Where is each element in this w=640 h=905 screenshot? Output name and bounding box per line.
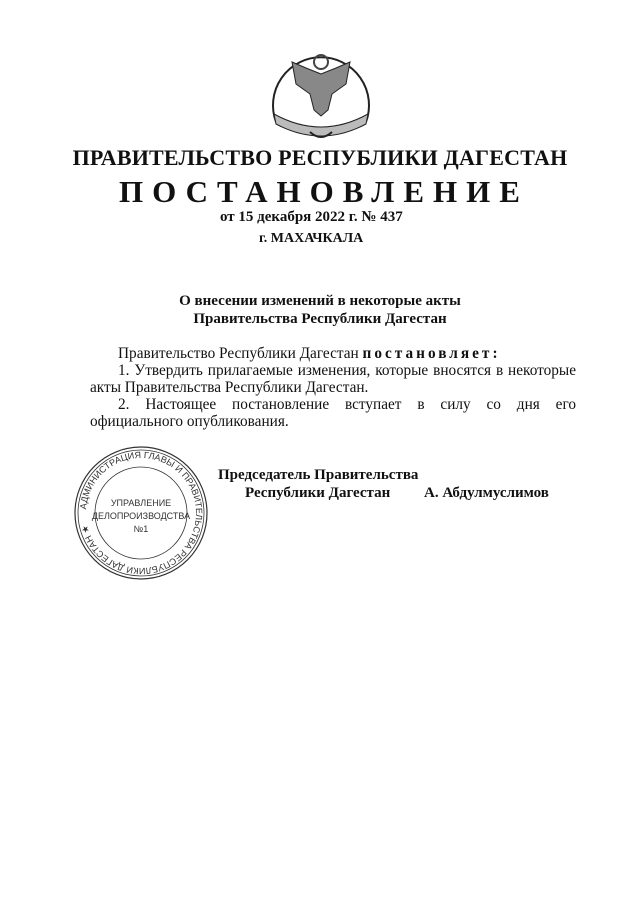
document-body [90, 345, 576, 430]
decree-word: постановляет: [362, 345, 501, 362]
document-type-heading: ПОСТАНОВЛЕНИЕ [119, 174, 529, 209]
intro-text: Правительство Республики Дагестан [118, 345, 363, 362]
coat-of-arms-emblem [262, 44, 380, 144]
stamp-center-text: УПРАВЛЕНИЕ [110, 498, 172, 508]
date-number: от 15 декабря 2022 г. № 437 [220, 209, 403, 225]
stamp-ring-text: АДМИНИСТРАЦИЯ ГЛАВЫ И ПРАВИТЕЛЬСТВА РЕСПУБЛИКИ ДАГЕСТАН ★ [78, 449, 205, 577]
title-line: О внесении изменений в некоторые акты [179, 293, 461, 309]
title-line: Правительства Республики Дагестан [193, 311, 447, 327]
city: г. МАХАЧКАЛА [259, 231, 364, 246]
item-paragraph: 2. Настоящее постановление вступает в силу со дня его официального опубликования. [90, 396, 576, 430]
official-stamp [72, 444, 210, 582]
intro-paragraph [90, 345, 576, 362]
organization-heading: ПРАВИТЕЛЬСТВО РЕСПУБЛИКИ ДАГЕСТАН [72, 145, 568, 170]
item-paragraph: 1. Утвердить прилагаемые изменения, которые вносятся в некоторые акты Правительства Республики Дагестан. [90, 362, 576, 396]
document-title [0, 292, 640, 328]
signatory-position: Республики Дагестан [245, 485, 391, 501]
signatory-position: Председатель Правительства [218, 467, 419, 483]
stamp-center-text: ДЕЛОПРОИЗВОДСТВА [91, 511, 191, 521]
signatory-name: А. Абдулмуслимов [424, 485, 549, 501]
stamp-center-text: №1 [133, 524, 149, 534]
